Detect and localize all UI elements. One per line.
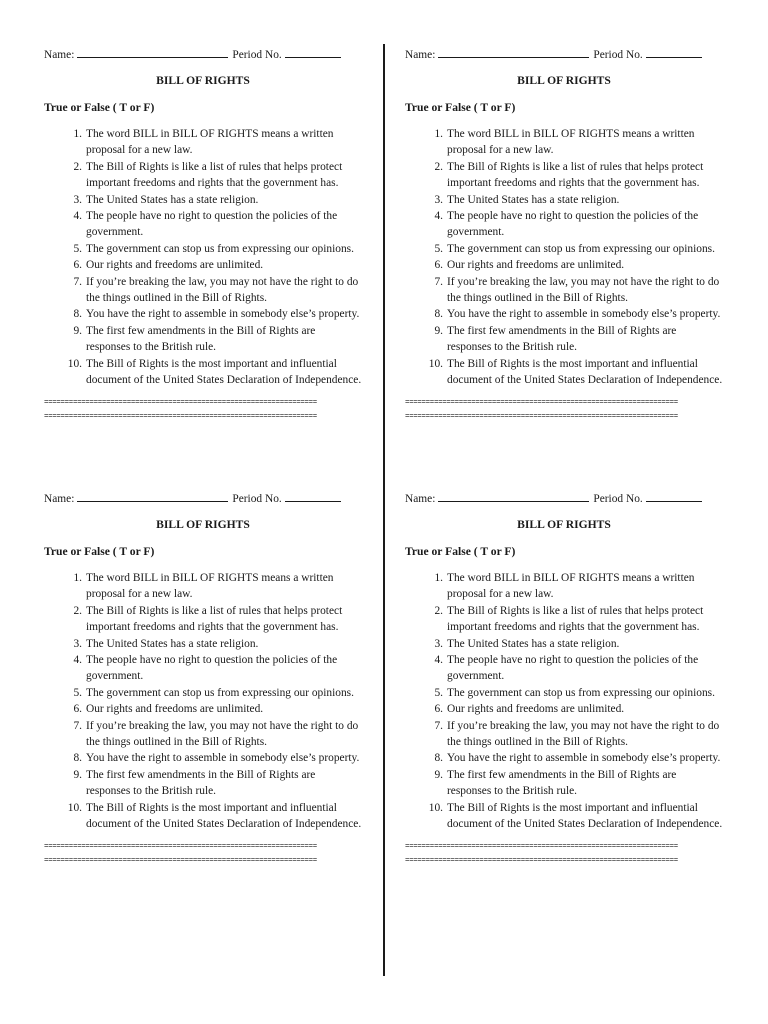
- period-blank[interactable]: [285, 46, 341, 58]
- question-number: 1.: [73, 128, 82, 140]
- name-blank[interactable]: [77, 490, 228, 502]
- period-blank[interactable]: [285, 490, 341, 502]
- question-text: The word BILL in BILL OF RIGHTS means a written proposal for a new law.: [447, 572, 695, 601]
- question-text: The Bill of Rights is the most important and influential document of the United States Declaration of Independence.: [447, 357, 723, 387]
- question-item: [405, 241, 723, 257]
- instructions: True or False ( T or F): [405, 545, 516, 558]
- question-item: [405, 192, 723, 208]
- question-item: [44, 570, 362, 603]
- question-text: The first few amendments in the Bill of Rights are responses to the British rule.: [447, 768, 677, 798]
- question-number: 4.: [434, 654, 443, 667]
- question-text: The government can stop us from expressing our opinions.: [86, 242, 354, 255]
- question-item: [44, 241, 362, 257]
- question-text: The first few amendments in the Bill of Rights are responses to the British rule.: [86, 768, 316, 798]
- question-number: 9.: [434, 768, 443, 781]
- separator-line: ==================================================================: [44, 398, 317, 407]
- question-text: The government can stop us from expressing our opinions.: [447, 686, 715, 699]
- question-text: The Bill of Rights is like a list of rules that helps protect important freedoms and rights that the government has.: [447, 160, 704, 190]
- question-item: [44, 767, 362, 800]
- question-item: [44, 701, 362, 717]
- question-text: The government can stop us from expressing our opinions.: [447, 242, 715, 255]
- question-item: [405, 685, 723, 701]
- name-label: Name:: [44, 493, 75, 505]
- name-blank[interactable]: [438, 490, 589, 502]
- question-number: 2.: [434, 604, 443, 617]
- question-number: 9.: [73, 768, 82, 781]
- question-number: 6.: [434, 703, 443, 716]
- question-text: The first few amendments in the Bill of Rights are responses to the British rule.: [447, 324, 677, 354]
- question-text: The people have no right to question the policies of the government.: [86, 654, 338, 683]
- question-item: [44, 274, 362, 307]
- question-number: 6.: [73, 703, 82, 716]
- question-item: [405, 274, 723, 307]
- vertical-cut-line: [383, 44, 385, 976]
- period-blank[interactable]: [646, 46, 702, 58]
- question-number: 7.: [434, 275, 443, 288]
- question-text: Our rights and freedoms are unlimited.: [86, 703, 264, 716]
- question-list: [405, 570, 723, 833]
- instructions: True or False ( T or F): [44, 101, 155, 114]
- question-number: 5.: [73, 242, 82, 255]
- question-item: [405, 570, 723, 603]
- question-item: [44, 636, 362, 652]
- question-number: 9.: [73, 324, 82, 337]
- question-item: [44, 652, 362, 685]
- question-item: [44, 750, 362, 766]
- question-item: [405, 652, 723, 685]
- question-number: 5.: [434, 242, 443, 255]
- question-item: [44, 306, 362, 322]
- question-number: 8.: [434, 308, 443, 321]
- period-label: Period No.: [593, 49, 643, 61]
- question-number: 7.: [73, 275, 82, 288]
- question-item: [44, 356, 362, 389]
- separator-line: ==================================================================: [405, 412, 678, 421]
- question-item: [44, 208, 362, 241]
- question-number: 5.: [73, 686, 82, 699]
- question-number: 10.: [428, 801, 443, 814]
- name-period-line: [405, 490, 723, 506]
- question-item: [44, 718, 362, 751]
- question-item: [405, 718, 723, 751]
- name-label: Name:: [44, 49, 75, 61]
- question-number: 4.: [73, 654, 82, 667]
- question-number: 4.: [73, 210, 82, 223]
- question-item: [44, 800, 362, 833]
- question-number: 3.: [434, 637, 443, 650]
- question-number: 1.: [73, 572, 82, 584]
- instructions: True or False ( T or F): [44, 545, 155, 558]
- question-item: [405, 323, 723, 356]
- question-item: [405, 767, 723, 800]
- period-label: Period No.: [232, 49, 282, 61]
- question-item: [405, 208, 723, 241]
- question-item: [44, 159, 362, 192]
- question-text: The Bill of Rights is like a list of rules that helps protect important freedoms and rights that the government has.: [86, 604, 343, 634]
- question-item: [405, 306, 723, 322]
- question-text: You have the right to assemble in somebody else’s property.: [86, 308, 360, 321]
- name-period-line: [44, 490, 362, 506]
- question-text: The United States has a state religion.: [447, 637, 620, 650]
- question-text: The Bill of Rights is the most important and influential document of the United States Declaration of Independence.: [447, 801, 723, 831]
- separator-line: ==================================================================: [44, 412, 317, 421]
- question-text: Our rights and freedoms are unlimited.: [86, 259, 264, 272]
- question-number: 10.: [67, 357, 82, 370]
- question-text: If you’re breaking the law, you may not have the right to do the things outlined in the Bill of Rights.: [86, 275, 359, 305]
- period-label: Period No.: [593, 493, 643, 505]
- separator-line: ==================================================================: [405, 856, 678, 865]
- question-text: You have the right to assemble in somebody else’s property.: [447, 308, 721, 321]
- question-text: The people have no right to question the policies of the government.: [86, 210, 338, 239]
- question-text: The United States has a state religion.: [86, 193, 259, 206]
- question-item: [405, 750, 723, 766]
- question-item: [405, 800, 723, 833]
- question-item: [44, 323, 362, 356]
- worksheet-title: BILL OF RIGHTS: [517, 518, 611, 531]
- question-text: The people have no right to question the policies of the government.: [447, 654, 699, 683]
- question-item: [44, 603, 362, 636]
- question-text: The Bill of Rights is the most important and influential document of the United States Declaration of Independence.: [86, 801, 362, 831]
- instructions: True or False ( T or F): [405, 101, 516, 114]
- name-blank[interactable]: [438, 46, 589, 58]
- question-item: [405, 636, 723, 652]
- question-number: 8.: [73, 752, 82, 765]
- question-item: [405, 126, 723, 159]
- question-number: 9.: [434, 324, 443, 337]
- question-number: 1.: [434, 128, 443, 140]
- question-text: The United States has a state religion.: [447, 193, 620, 206]
- question-number: 3.: [73, 637, 82, 650]
- question-text: The government can stop us from expressing our opinions.: [86, 686, 354, 699]
- period-label: Period No.: [232, 493, 282, 505]
- worksheet-title: BILL OF RIGHTS: [517, 74, 611, 87]
- worksheet-title: BILL OF RIGHTS: [156, 74, 250, 87]
- question-text: The Bill of Rights is like a list of rules that helps protect important freedoms and rights that the government has.: [86, 160, 343, 190]
- name-period-line: [405, 46, 723, 62]
- question-number: 4.: [434, 210, 443, 223]
- name-label: Name:: [405, 493, 436, 505]
- worksheet-bottom-left: [44, 490, 362, 867]
- question-text: The United States has a state religion.: [86, 637, 259, 650]
- period-blank[interactable]: [646, 490, 702, 502]
- question-item: [405, 159, 723, 192]
- question-number: 8.: [73, 308, 82, 321]
- question-list: [44, 126, 362, 389]
- question-text: You have the right to assemble in somebody else’s property.: [447, 752, 721, 765]
- question-number: 10.: [67, 801, 82, 814]
- question-item: [44, 685, 362, 701]
- question-number: 2.: [434, 160, 443, 173]
- question-text: If you’re breaking the law, you may not have the right to do the things outlined in the Bill of Rights.: [447, 275, 720, 305]
- question-number: 8.: [434, 752, 443, 765]
- question-item: [405, 603, 723, 636]
- separator-line: ==================================================================: [44, 842, 317, 851]
- question-text: The word BILL in BILL OF RIGHTS means a written proposal for a new law.: [447, 128, 695, 157]
- question-number: 2.: [73, 160, 82, 173]
- name-blank[interactable]: [77, 46, 228, 58]
- question-item: [44, 257, 362, 273]
- question-number: 5.: [434, 686, 443, 699]
- question-text: Our rights and freedoms are unlimited.: [447, 703, 625, 716]
- question-list: [405, 126, 723, 389]
- separator-line: ==================================================================: [405, 398, 678, 407]
- worksheet-top-right: [405, 46, 723, 423]
- question-text: You have the right to assemble in somebody else’s property.: [86, 752, 360, 765]
- name-label: Name:: [405, 49, 436, 61]
- separator-line: ==================================================================: [405, 842, 678, 851]
- question-item: [405, 257, 723, 273]
- question-text: Our rights and freedoms are unlimited.: [447, 259, 625, 272]
- worksheet-top-left: [44, 46, 362, 423]
- question-number: 7.: [73, 719, 82, 732]
- question-text: The Bill of Rights is the most important and influential document of the United States Declaration of Independence.: [86, 357, 362, 387]
- question-text: The first few amendments in the Bill of Rights are responses to the British rule.: [86, 324, 316, 354]
- question-text: The word BILL in BILL OF RIGHTS means a written proposal for a new law.: [86, 572, 334, 601]
- question-number: 2.: [73, 604, 82, 617]
- question-number: 3.: [434, 193, 443, 206]
- question-item: [44, 192, 362, 208]
- question-number: 1.: [434, 572, 443, 584]
- question-number: 10.: [428, 357, 443, 370]
- question-number: 7.: [434, 719, 443, 732]
- question-text: The word BILL in BILL OF RIGHTS means a written proposal for a new law.: [86, 128, 334, 157]
- question-item: [405, 701, 723, 717]
- name-period-line: [44, 46, 362, 62]
- question-number: 6.: [73, 259, 82, 272]
- question-text: The people have no right to question the policies of the government.: [447, 210, 699, 239]
- separator-line: ==================================================================: [44, 856, 317, 865]
- worksheet-title: BILL OF RIGHTS: [156, 518, 250, 531]
- question-item: [44, 126, 362, 159]
- worksheet-bottom-right: [405, 490, 723, 867]
- question-list: [44, 570, 362, 833]
- question-text: If you’re breaking the law, you may not have the right to do the things outlined in the Bill of Rights.: [86, 719, 359, 749]
- question-item: [405, 356, 723, 389]
- question-number: 3.: [73, 193, 82, 206]
- question-text: The Bill of Rights is like a list of rules that helps protect important freedoms and rights that the government has.: [447, 604, 704, 634]
- question-text: If you’re breaking the law, you may not have the right to do the things outlined in the Bill of Rights.: [447, 719, 720, 749]
- question-number: 6.: [434, 259, 443, 272]
